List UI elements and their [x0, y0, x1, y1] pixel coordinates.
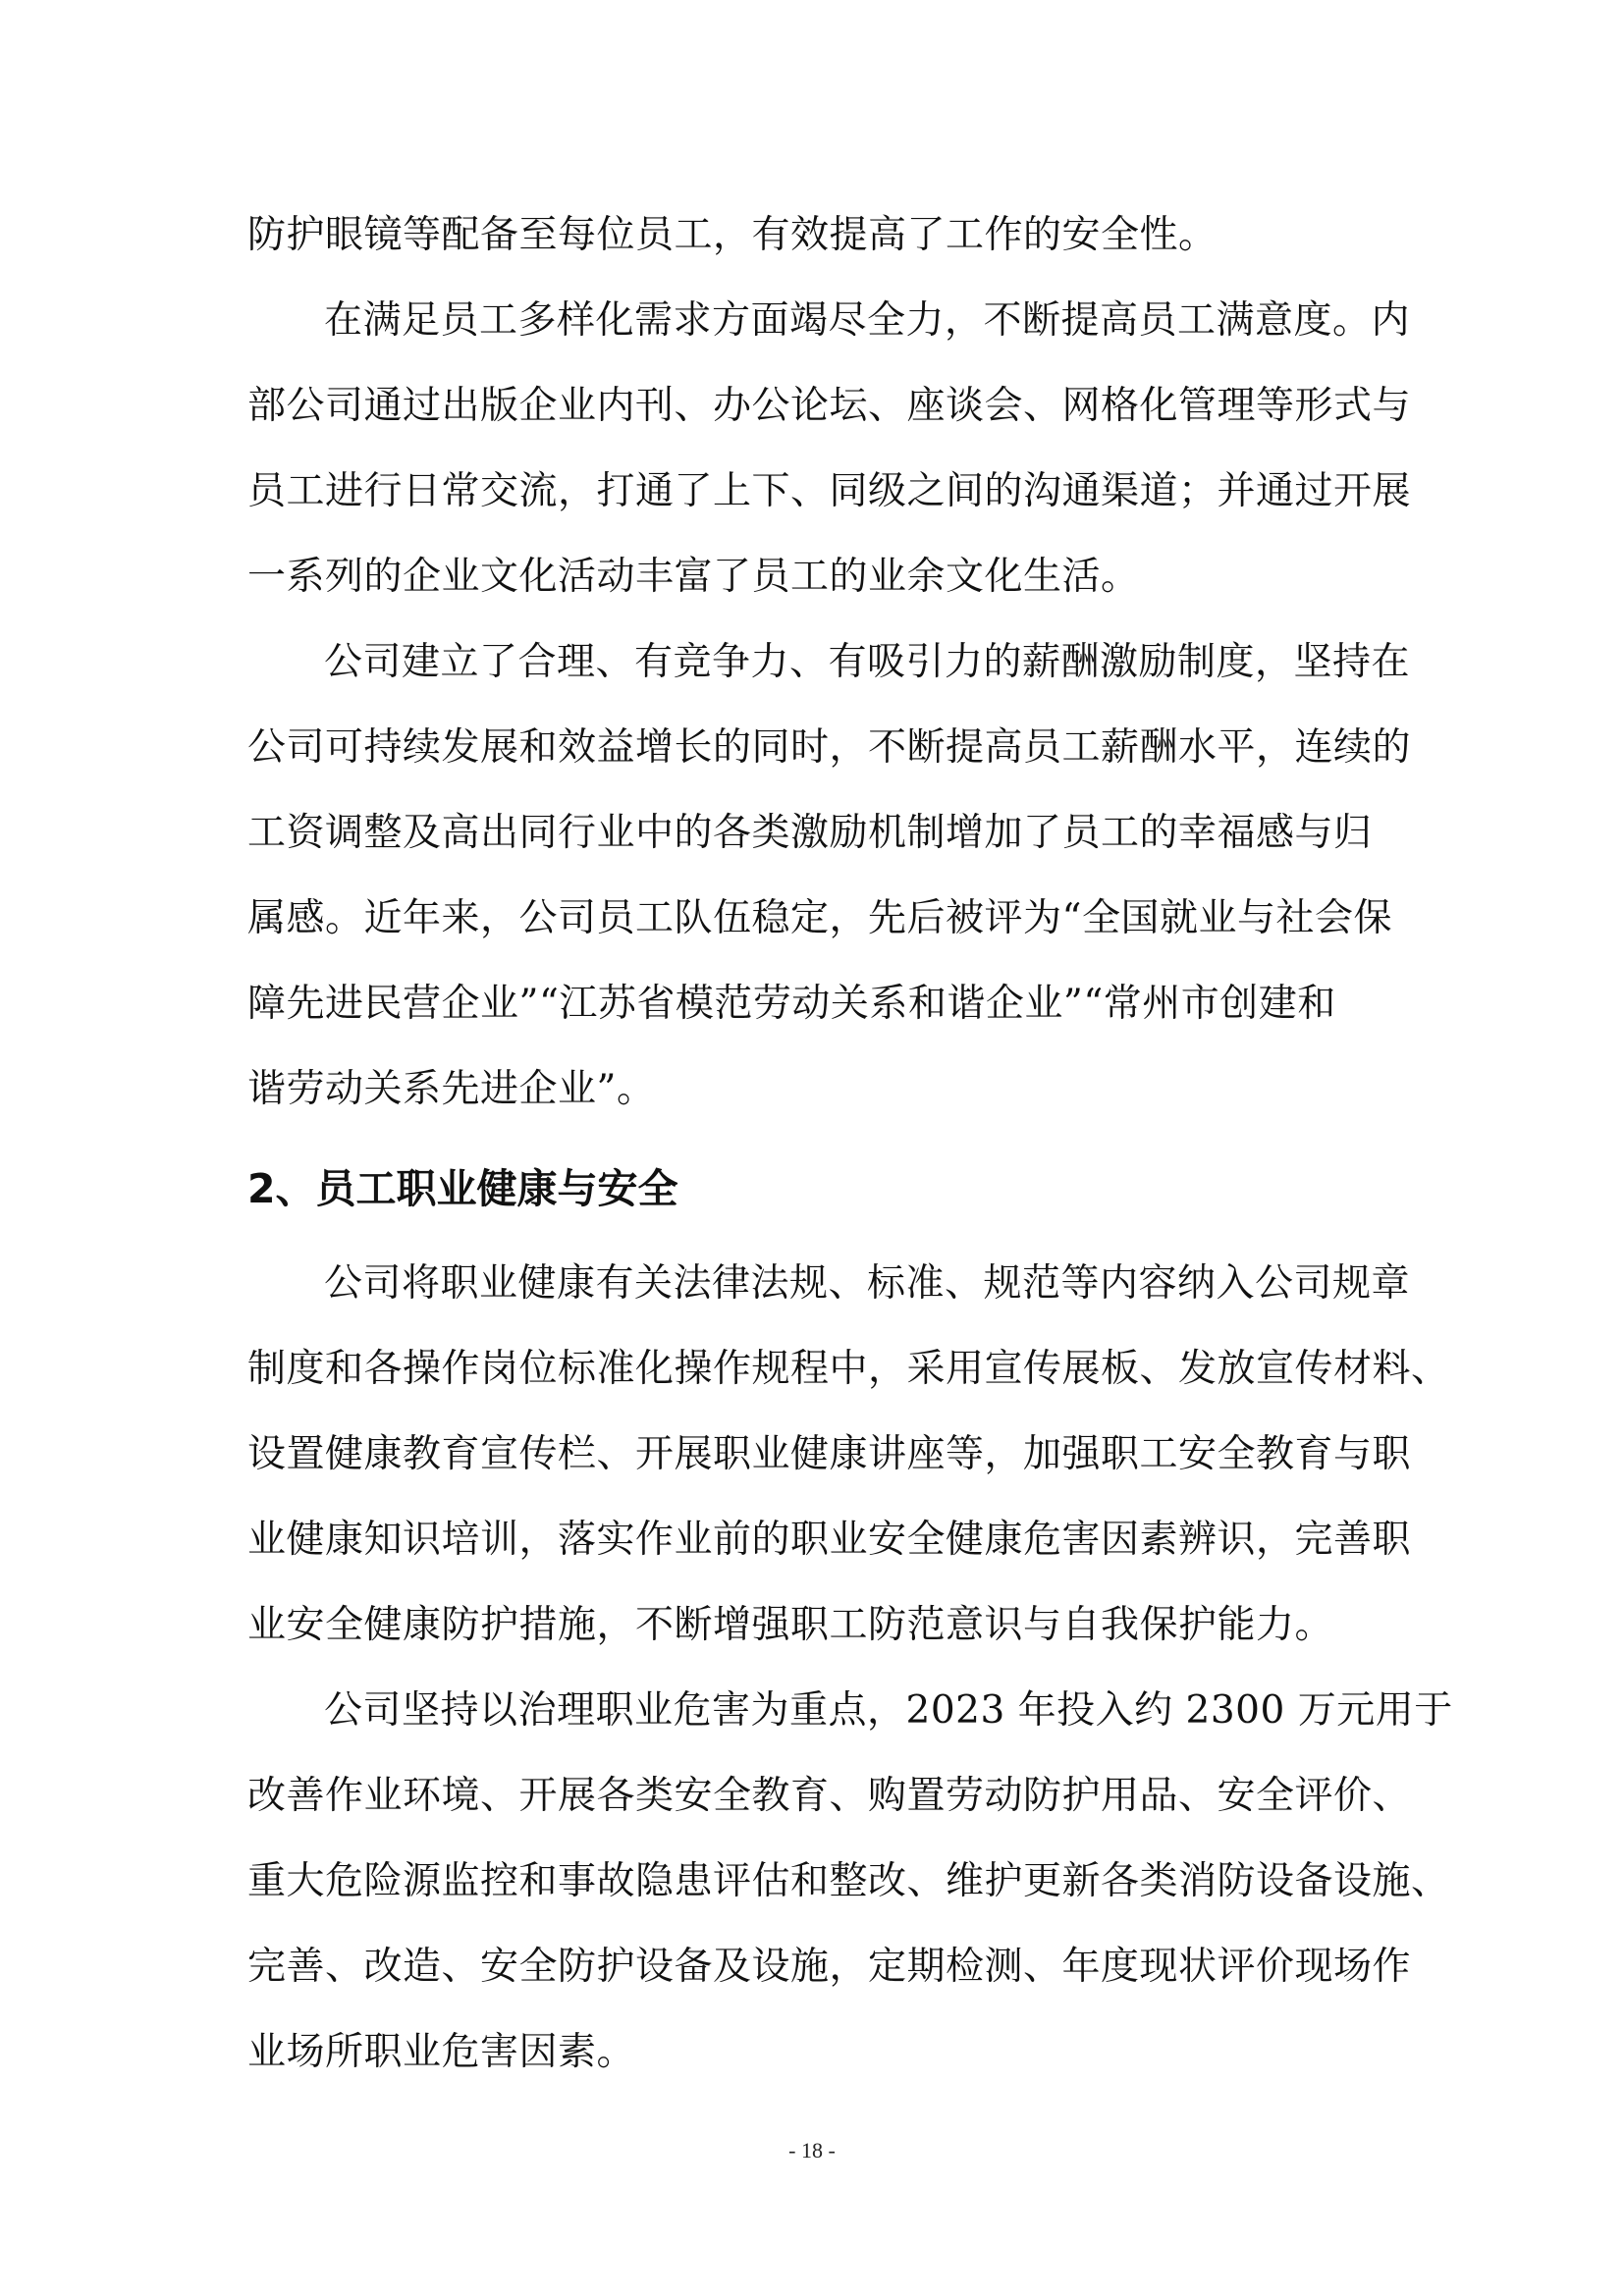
- text-line: 员工进行日常交流，打通了上下、同级之间的沟通渠道；并通过开展: [247, 469, 1412, 513]
- text-line: 重大危险源监控和事故隐患评估和整改、维护更新各类消防设备设施、: [247, 1859, 1450, 1903]
- text-line: 属感。近年来，公司员工队伍稳定，先后被评为“全国就业与社会保: [247, 896, 1392, 940]
- text-block-employee-care: [247, 192, 1412, 1132]
- text-block-occupational-health: [247, 1241, 1453, 2095]
- text-line: 部公司通过出版企业内刊、办公论坛、座谈会、网格化管理等形式与: [247, 384, 1412, 428]
- text-line: 防护眼镜等配备至每位员工，有效提高了工作的安全性。: [247, 213, 1218, 257]
- text-line: 制度和各操作岗位标准化操作规程中，采用宣传展板、发放宣传材料、: [247, 1347, 1450, 1391]
- text-line: 公司将职业健康有关法律法规、标准、规范等内容纳入公司规章: [324, 1261, 1411, 1306]
- page-number: - 18 -: [788, 2138, 836, 2163]
- text-line: 谐劳动关系先进企业”。: [247, 1067, 656, 1111]
- section-heading: 2、员工职业健康与安全: [247, 1165, 678, 1212]
- text-line: 一系列的企业文化活动丰富了员工的业余文化生活。: [247, 555, 1140, 599]
- text-line: 改善作业环境、开展各类安全教育、购置劳动防护用品、安全评价、: [247, 1774, 1412, 1818]
- text-line: 业场所职业危害因素。: [247, 2030, 636, 2074]
- text-line: 工资调整及高出同行业中的各类激励机制增加了员工的幸福感与归: [247, 811, 1373, 855]
- text-line: 设置健康教育宣传栏、开展职业健康讲座等，加强职工安全教育与职: [247, 1432, 1412, 1476]
- text-line: 业健康知识培训，落实作业前的职业安全健康危害因素辨识，完善职: [247, 1518, 1412, 1562]
- text-line: 业安全健康防护措施，不断增强职工防范意识与自我保护能力。: [247, 1603, 1334, 1647]
- text-line: 公司坚持以治理职业危害为重点，2023 年投入约 2300 万元用于: [324, 1688, 1453, 1733]
- text-line: 公司建立了合理、有竞争力、有吸引力的薪酬激励制度，坚持在: [324, 640, 1411, 684]
- text-line: 公司可持续发展和效益增长的同时，不断提高员工薪酬水平，连续的: [247, 725, 1412, 770]
- text-line: 在满足员工多样化需求方面竭尽全力，不断提高员工满意度。内: [324, 298, 1411, 343]
- page-body: [247, 192, 1453, 2095]
- text-line: 完善、改造、安全防护设备及设施，定期检测、年度现状评价现场作: [247, 1945, 1412, 1989]
- text-line: 障先进民营企业”“江苏省模范劳动关系和谐企业”“常州市创建和: [247, 982, 1336, 1026]
